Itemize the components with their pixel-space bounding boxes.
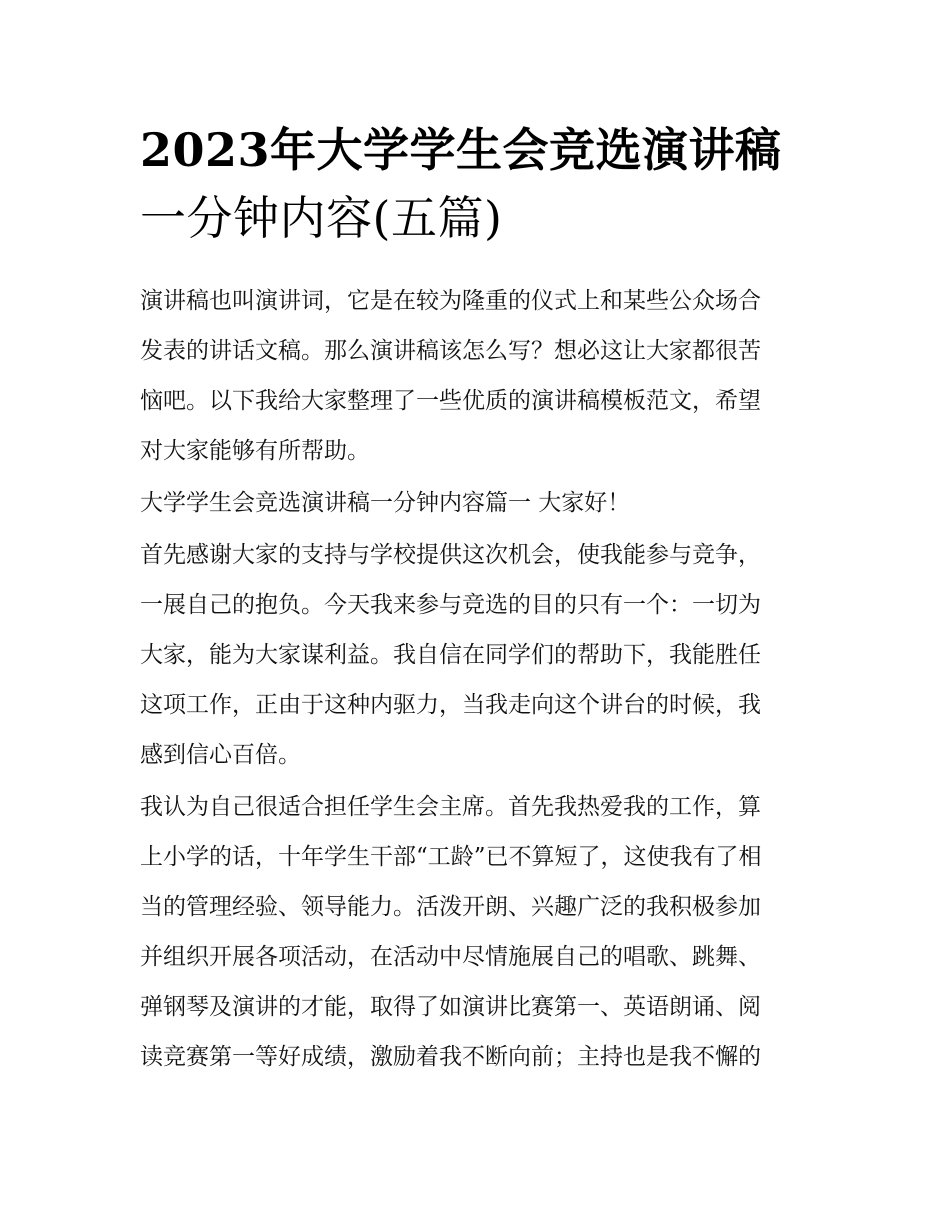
text-line: 弹钢琴及演讲的才能，取得了如演讲比赛第一、英语朗诵、阅	[140, 994, 761, 1020]
document-body	[140, 276, 820, 1084]
text-line: 这项工作，正由于这种内驱力，当我走向这个讲台的时候，我	[140, 692, 761, 718]
text-line: 上小学的话，十年学生干部“工龄”已不算短了，这使我有了相	[140, 844, 762, 870]
intro-paragraph	[140, 276, 820, 476]
text-line: 大家，能为大家谋利益。我自信在同学们的帮助下，我能胜任	[140, 642, 761, 668]
title-line-2: 一分钟内容(五篇)	[140, 191, 503, 245]
text-line: 我认为自己很适合担任学生会主席。首先我热爱我的工作，算	[140, 794, 761, 820]
body-paragraph	[140, 530, 820, 780]
body-paragraph	[140, 782, 820, 1082]
text-line: 大学学生会竞选演讲稿一分钟内容篇一 大家好！	[140, 490, 631, 516]
section-heading-paragraph	[140, 478, 820, 528]
text-line: 并组织开展各项活动，在活动中尽情施展自己的唱歌、跳舞、	[140, 944, 761, 970]
text-line: 演讲稿也叫演讲词，它是在较为隆重的仪式上和某些公众场合	[140, 288, 761, 314]
text-line: 一展自己的抱负。今天我来参与竞选的目的只有一个：一切为	[140, 592, 761, 618]
text-line: 当的管理经验、领导能力。活泼开朗、兴趣广泛的我积极参加	[140, 894, 761, 920]
text-line: 发表的讲话文稿。那么演讲稿该怎么写？想必这让大家都很苦	[140, 338, 761, 364]
text-line: 恼吧。以下我给大家整理了一些优质的演讲稿模板范文，希望	[140, 388, 761, 414]
text-line: 感到信心百倍。	[140, 742, 301, 768]
text-line: 首先感谢大家的支持与学校提供这次机会，使我能参与竞争，	[140, 542, 761, 568]
title-line-1: 2023年大学学生会竞选演讲稿	[140, 123, 782, 177]
text-line: 对大家能够有所帮助。	[140, 438, 370, 464]
text-line: 读竞赛第一等好成绩，激励着我不断向前；主持也是我不懈的	[140, 1044, 761, 1070]
document-title	[140, 116, 820, 252]
